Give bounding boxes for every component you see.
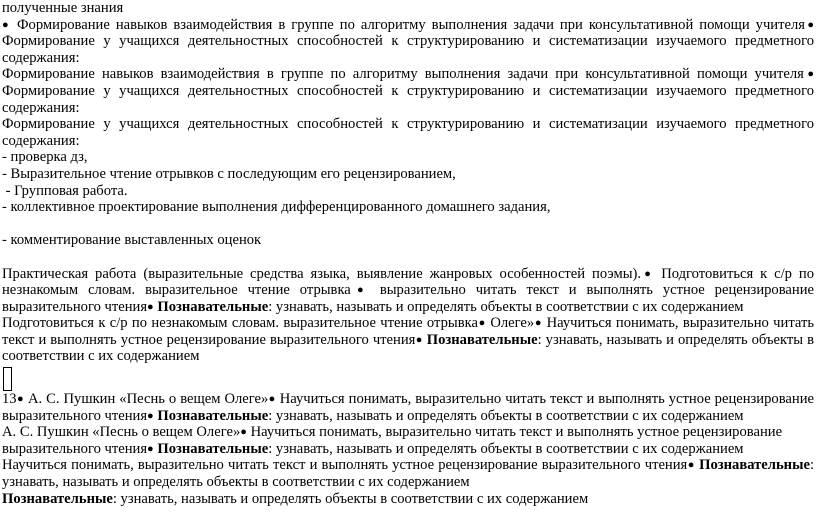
list-item: - Групповая работа. — [2, 182, 128, 199]
paragraph-prepare: Подготовиться к с/р по незнакомым словам. выразительное чтение отрывка● Олеге»● Научиться понимать, выразительно читать текст и выполнять устное рецензирование выразительного чтения● Познавательные: узнавать, называть и определять объекты в соответствии с их содержанием — [2, 315, 815, 365]
paragraph-lesson-13: 13● А. С. Пушкин «Песнь о вещем Олеге»● Научиться понимать, выразительно читать текст и выполнять устное рецензирование выразительного чтения● Познавательные: узнавать, называть и определять объекты в соответствии с их содержанием — [2, 391, 814, 424]
list-item: - проверка дз, — [2, 149, 88, 166]
bullet-icon: ● — [477, 317, 486, 330]
bullet-icon: ● — [803, 68, 814, 81]
list-item: - Выразительное чтение отрывков с последующим его рецензированием, — [2, 165, 456, 182]
bullet-icon: ● — [804, 18, 814, 31]
paragraph-pushkin: А. С. Пушкин «Песнь о вещем Олеге»● Научиться понимать, выразительно читать текст и выполнять устное рецензирование выразительного чтения● Познавательные: узнавать, называть и определять объекты в соответствии с их содержанием — [2, 424, 783, 457]
paragraph-cognitive: Познавательные: узнавать, называть и определять объекты в соответствии с их содержанием — [2, 490, 589, 507]
list-item: - комментирование выставленных оценок — [2, 232, 262, 249]
bullet-icon: ● — [641, 267, 655, 280]
paragraph-learn: Научиться понимать, выразительно читать текст и выполнять устное рецензирование выразительного чтения● Познавательные: узнавать, называть и определять объекты в соответствии с их содержанием — [2, 457, 815, 491]
paragraph-practical-work: Практическая работа (выразительные средства языка, выявление жанровых особенностей поэмы).● Подготовиться к с/р по незнакомым словам. выразительное чтение отрывка● выразительно читать текст и выполнять устное рецензирование выразительного чтения● Познавательные: узнавать, называть и определять объекты в соответствии с их содержанием — [2, 265, 815, 315]
bullet-icon: ● — [350, 284, 370, 297]
document-body — [2, 0, 814, 507]
paragraph-structuring: Формирование у учащихся деятельностных способностей к структурированию и систематизации изучаемого предметного содержания: — [2, 116, 814, 149]
bullet-icon: ● — [147, 442, 154, 455]
paragraph-group-work-2: Формирование навыков взаимодействия в группе по алгоритму выполнения задачи при консультативной помощи учителя● Формирование у учащихся деятельностных способностей к структурированию и систематизации изучаемого предметного содержания: — [2, 66, 814, 116]
paragraph-group-work-1: ● Формирование навыков взаимодействия в группе по алгоритму выполнения задачи при консультативной помощи учителя● Формирование у учащихся деятельностных способностей к структурированию и систематизации изучаемого предметного содержания: — [2, 16, 814, 66]
bullet-icon: ● — [2, 18, 11, 31]
blank-line — [2, 249, 814, 266]
bullet-icon: ● — [16, 393, 24, 406]
blank-line — [2, 216, 814, 233]
empty-box — [3, 367, 12, 391]
line-received-knowledge: полученные знания — [2, 0, 124, 16]
bullet-icon: ● — [147, 409, 154, 422]
bullet-icon: ● — [147, 300, 154, 313]
bullet-icon: ● — [534, 317, 543, 330]
bullet-icon: ● — [415, 333, 423, 346]
bullet-icon: ● — [240, 426, 247, 439]
list-item: - коллективное проектирование выполнения дифференцированного домашнего задания, — [2, 199, 551, 216]
bullet-icon: ● — [687, 459, 695, 472]
bullet-icon: ● — [268, 393, 276, 406]
